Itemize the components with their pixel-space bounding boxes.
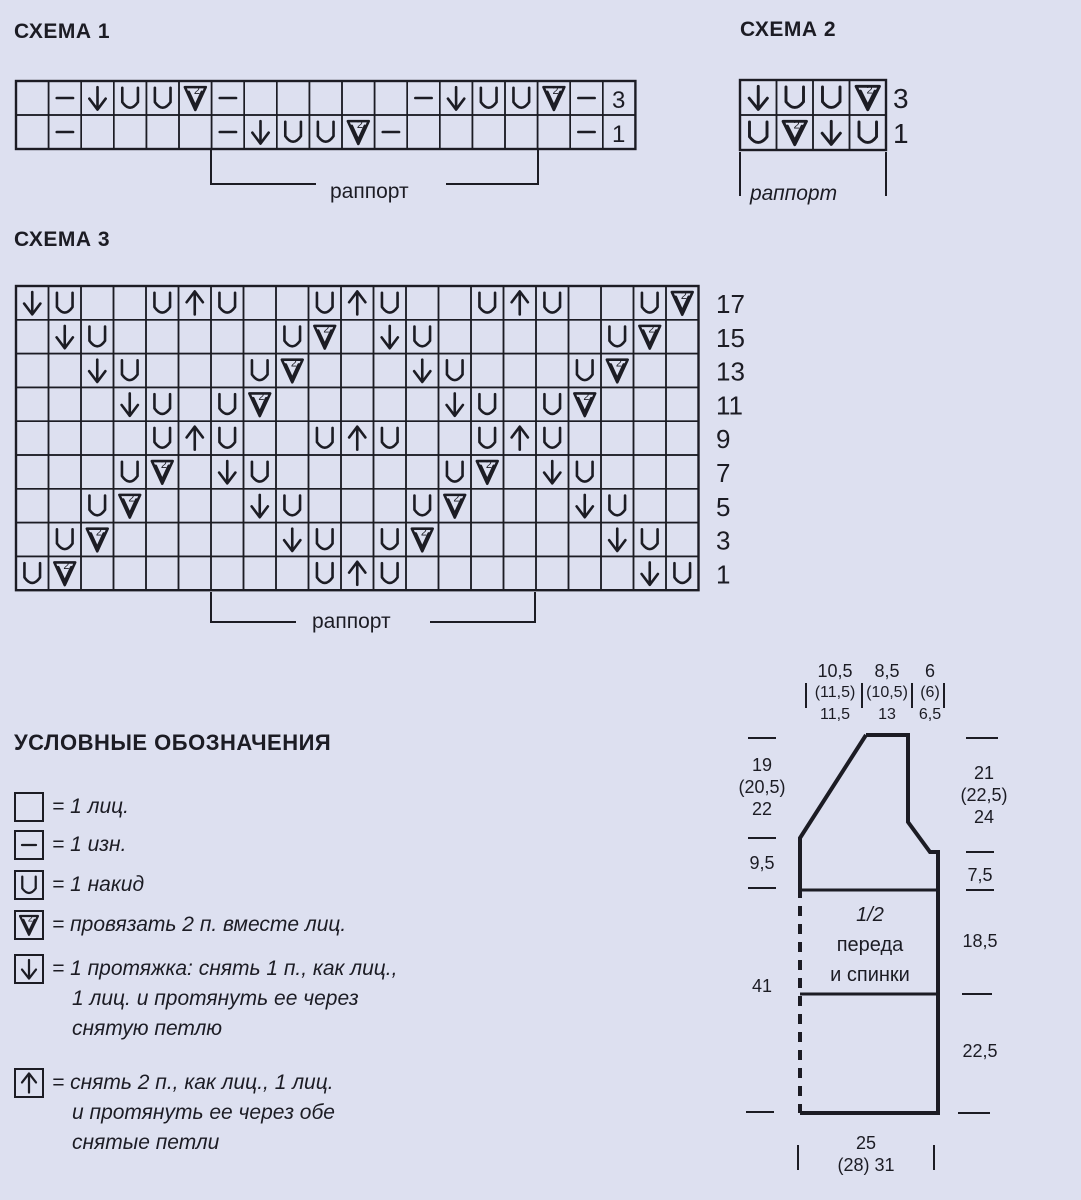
right-measure-upper: 21 (22,5) 24 [960, 763, 1008, 827]
k2tog-number: 2 [420, 526, 427, 539]
scheme2-row-label: 3 [893, 83, 909, 114]
scheme3-row-label: 7 [716, 458, 731, 489]
scheme2-row-label: 1 [893, 118, 909, 149]
legend-description-line: = снять 2 п., как лиц., 1 лиц. [52, 1071, 334, 1094]
legend-description-line: = 1 лиц. [52, 795, 129, 818]
k2tog-number: 2 [258, 391, 265, 404]
top-measure-shoulder: 10,5 (11,5) 11,5 [814, 661, 856, 723]
k2tog-number: 2 [453, 492, 460, 505]
k2tog-number: 2 [160, 458, 167, 471]
scheme3-row-label: 15 [716, 322, 745, 353]
k2tog-number: 2 [793, 119, 800, 132]
legend-description-line: снятую петлю [72, 1017, 223, 1040]
legend-description-line: = 1 протяжка: снять 1 п., как лиц., [52, 957, 398, 980]
k2tog-number: 2 [552, 84, 559, 97]
k2tog-number: 2 [290, 357, 297, 370]
k2tog-number: 2 [323, 323, 330, 336]
scheme3-row-label: 5 [716, 491, 731, 522]
k2tog-number: 2 [583, 391, 590, 404]
scheme3-row-label: 3 [716, 525, 731, 556]
legend-description-line: и протянуть ее через обе [72, 1101, 335, 1124]
k2tog-number: 2 [615, 357, 622, 370]
k2tog-number: 2 [866, 84, 873, 97]
legend-title: УСЛОВНЫЕ ОБОЗНАЧЕНИЯ [14, 730, 332, 755]
scheme2-title: СХЕМА 2 [740, 18, 837, 41]
k2tog-number: 2 [680, 289, 687, 302]
legend-description-line: 1 лиц. и протянуть ее через [72, 987, 359, 1010]
scheme3-row-label: 13 [716, 356, 745, 387]
scheme3-row-label: 11 [716, 390, 743, 421]
scheme3-rapport-label: раппорт [312, 610, 391, 633]
legend-description-line: = 1 изн. [52, 833, 127, 856]
k2tog-number: 2 [95, 526, 102, 539]
k2tog-number: 2 [356, 118, 363, 131]
scheme1-title: СХЕМА 1 [14, 20, 111, 43]
scheme1-rapport-label: раппорт [330, 180, 409, 203]
scheme1-row-label: 3 [612, 87, 626, 115]
pattern-neck-edge [800, 735, 866, 888]
bottom-measure: 25 (28) 31 [837, 1133, 895, 1175]
k2tog-number: 2 [648, 323, 655, 336]
scheme3-row-label: 17 [716, 289, 745, 320]
scheme2-rapport-label: раппорт [750, 182, 838, 205]
k2tog-number: 2 [193, 84, 200, 97]
right-measure-mid: 7,5 [967, 865, 993, 885]
legend-description-line: снятые петли [72, 1131, 220, 1154]
legend-description-line: = провязать 2 п. вместе лиц. [52, 913, 347, 936]
k2tog-number: 2 [63, 560, 70, 573]
left-measure-mid: 9,5 [749, 853, 775, 873]
scheme3-row-label: 1 [716, 559, 731, 590]
scheme1-row-label: 1 [612, 121, 626, 149]
k2tog-number: 2 [485, 458, 492, 471]
right-measure-lower2: 22,5 [962, 1041, 998, 1061]
scheme3-title: СХЕМА 3 [14, 228, 111, 251]
top-measure-neck: 8,5 (10,5) 13 [866, 661, 908, 723]
right-measure-lower1: 18,5 [962, 931, 998, 951]
top-measure-collar: 6 (6) 6,5 [918, 661, 942, 723]
pattern-label: 1/2 переда и спинки [830, 904, 910, 986]
k2tog-number: 2 [27, 913, 33, 924]
scheme3-row-label: 9 [716, 424, 731, 455]
legend-description-line: = 1 накид [52, 873, 145, 896]
left-measure-low: 41 [751, 976, 773, 996]
left-measure-upper: 19 (20,5) 22 [738, 755, 786, 819]
k2tog-number: 2 [128, 492, 135, 505]
